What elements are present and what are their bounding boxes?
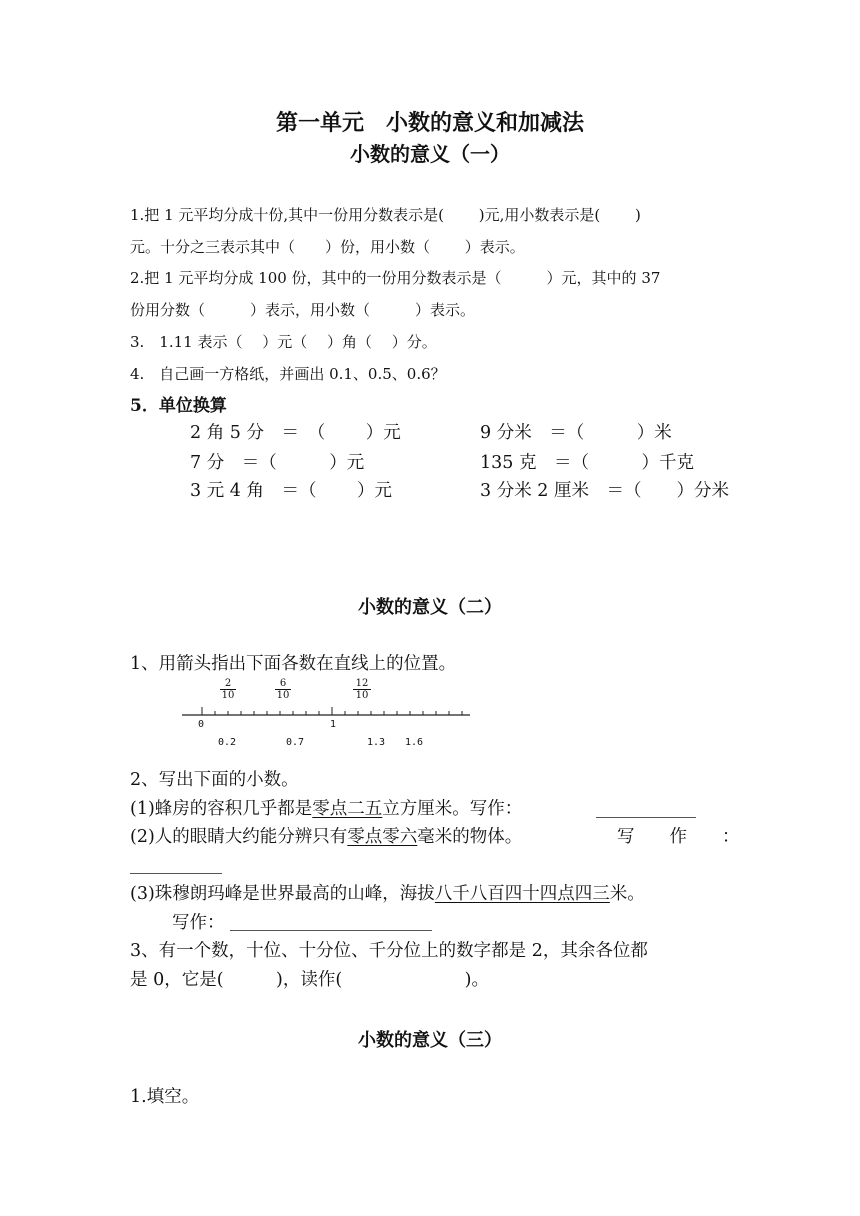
question-2-1: 1、用箭头指出下面各数在直线上的位置。 (130, 654, 457, 674)
question-4: 4. 自己画一方格纸，并画出 0.1、0.5、0.6？ (130, 365, 446, 383)
question-3: 3. 1.11 表示（ ）元（ ）角（ ）分。 (130, 333, 437, 351)
question-2-line-1: 2.把 1 元平均分成 100 份，其中的一份用分数表示是（ ）元，其中的 37 (130, 269, 661, 287)
section-title-3: 小数的意义（三） (358, 1030, 502, 1051)
number-line (180, 705, 475, 725)
question-2-line-2: 份用分数（ ）表示，用小数（ ）表示。 (130, 301, 476, 319)
conversion-left-2: 7 分 ＝（ ）元 (190, 453, 365, 473)
section-title-2: 小数的意义（二） (358, 597, 502, 618)
fraction-6-10: $\frac{6}{10}$ (276, 678, 290, 701)
underlined-number-words: 八千八百四十四点四三 (434, 884, 610, 904)
question-2-2-3: (3)珠穆朗玛峰是世界最高的山峰，海拔八千八百四十四点四三米。 (130, 884, 645, 904)
underlined-number-words: 零点二五 (312, 799, 383, 819)
question-2-3-line-2: 是 0，它是( )，读作( )。 (130, 970, 490, 990)
decimal-label-1.3: 1.3 (367, 737, 386, 748)
answer-blank-3[interactable] (230, 929, 432, 931)
question-1-line-1: 1.把 1 元平均分成十份,其中一份用分数表示是( )元,用小数表示是( ) (130, 206, 641, 224)
fraction-12-10: $\frac{12}{10}$ (353, 678, 371, 701)
question-3-1: 1.填空。 (130, 1087, 200, 1107)
section-title-1: 小数的意义（一） (350, 142, 510, 166)
conversion-right-3: 3 分米 2 厘米 ＝（ ）分米 (480, 481, 729, 501)
decimal-label-0.2: 0.2 (218, 737, 237, 748)
write-label-2: 写 作 ： (617, 827, 740, 847)
answer-blank-1[interactable] (596, 816, 696, 818)
decimal-label-0.7: 0.7 (286, 737, 305, 748)
question-2-3-line-1: 3、有一个数，十位、十分位、千分位上的数字都是 2，其余各位都 (130, 941, 648, 961)
question-2-2-2: (2)人的眼睛大约能分辨只有零点零六毫米的物体。 (130, 827, 523, 847)
conversion-left-3: 3 元 4 角 ＝（ ）元 (190, 481, 393, 501)
page-title: 第一单元 小数的意义和加减法 (275, 110, 584, 136)
answer-blank-2[interactable] (130, 872, 222, 874)
conversion-right-2: 135 克 ＝（ ）千克 (480, 453, 694, 473)
underlined-number-words: 零点零六 (347, 827, 418, 847)
decimal-label-1.6: 1.6 (405, 737, 424, 748)
conversion-left-1: 2 角 5 分 ＝ （ ）元 (190, 423, 401, 443)
fraction-2-10: $\frac{2}{10}$ (221, 678, 235, 701)
question-1-line-2: 元。十分之三表示其中（ ）份，用小数（ ）表示。 (130, 238, 525, 256)
question-2-2-1: (1)蜂房的容积几乎都是零点二五立方厘米。写作： (130, 799, 523, 819)
question-5-heading: 5．单位换算 (130, 396, 227, 416)
tick-label-0: 0 (198, 719, 205, 730)
tick-label-1: 1 (330, 719, 337, 730)
question-2-2: 2、写出下面的小数。 (130, 770, 299, 790)
conversion-right-1: 9 分米 ＝（ ）米 (480, 423, 672, 443)
write-label-3: 写作： (172, 913, 225, 933)
